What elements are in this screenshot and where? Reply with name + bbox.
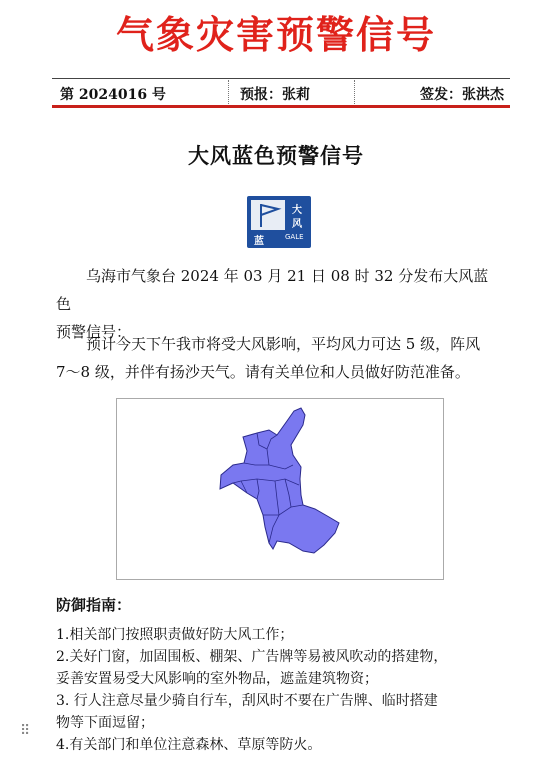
guide-item-2-line-2: 妥善安置易受大风影响的室外物品，遮盖建筑物资； (56, 671, 378, 687)
flag-icon (251, 200, 285, 230)
issue-line-2: 预警信号： (56, 323, 132, 341)
forecast-line-2: 7～8 级，并伴有扬沙天气。请有关单位和人员做好防范准备。 (56, 363, 470, 381)
red-bottom-rule (52, 105, 510, 108)
badge-level: 蓝 (254, 236, 264, 247)
document-header-title: 气象灾害预警信号 (115, 12, 436, 57)
badge-char-bottom: 风 (292, 219, 302, 230)
forecast-line-1: 预计今天下午我市将受大风影响，平均风力可达 5 级，阵风 (86, 335, 481, 353)
top-rule (52, 78, 510, 79)
guide-item-3 (56, 690, 504, 734)
document-info-bar (52, 78, 510, 108)
warning-area-map (116, 398, 444, 580)
forecast-paragraph (56, 330, 500, 386)
guide-item-2 (56, 646, 504, 690)
guide-item-4: 4.有关部门和单位注意森林、草原等防火。 (56, 737, 322, 753)
guide-item-2-line-1: 2.关好门窗，加固围板、棚架、广告牌等易被风吹动的搭建物， (56, 649, 448, 665)
separator (228, 80, 229, 104)
guide-item-3-line-2: 物等下面逗留； (56, 715, 154, 731)
guide-heading: 防御指南： (56, 596, 132, 614)
document-number: 第 2024016 号 (60, 87, 166, 103)
guide-item-1: 1.相关部门按照职责做好防大风工作； (56, 627, 294, 643)
gale-blue-warning-badge (247, 196, 311, 248)
badge-char-top: 大 (292, 205, 302, 216)
signer-label: 签发：张洪杰 (420, 87, 504, 103)
badge-code: GALE (285, 233, 304, 241)
guide-item-3-line-1: 3. 行人注意尽量少骑自行车，刮风时不要在广告牌、临时搭建 (56, 693, 438, 709)
region-map-icon (117, 399, 443, 579)
issue-line-1: 乌海市气象台 2024 年 03 月 21 日 08 时 32 分发布大风蓝色 (56, 267, 489, 313)
forecaster-label: 预报：张莉 (240, 87, 310, 103)
separator (354, 80, 355, 104)
warning-title: 大风蓝色预警信号 (188, 143, 364, 168)
drag-handle-icon[interactable]: ⠿ (20, 723, 31, 739)
